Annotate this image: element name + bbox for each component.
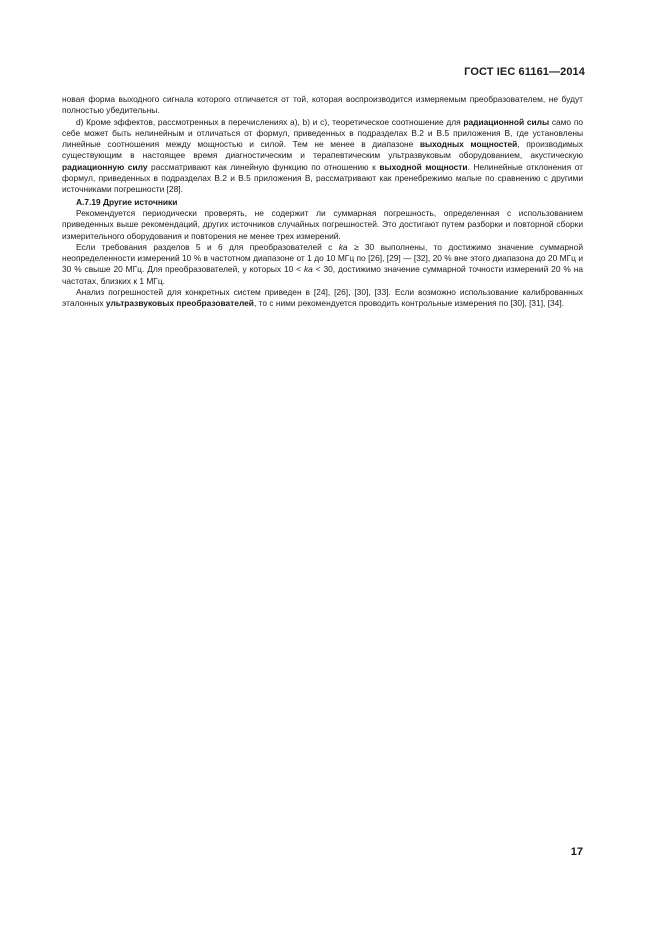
paragraph (62, 117, 583, 196)
bold-term: ультразвуковых преобразователей (105, 298, 254, 309)
paragraph (62, 94, 583, 117)
paragraph (62, 287, 583, 310)
paragraph (62, 208, 583, 242)
text-run: ≥ 30 выполнены, то достижимо значение суммарной неопределенности измерений 10 % в частотном диапазоне от 1 до 10 МГц по [26], [29] — [32], 20 % вне этого диапазона до 20 МГц и 30 % свыше 20 МГц. Для преобразователей, у которых 10 < (62, 241, 583, 275)
document-body (62, 94, 583, 310)
italic-term: ka (338, 241, 348, 252)
text-run: A.7.19 Другие источники (76, 196, 178, 207)
bold-term: выходных мощностей (419, 139, 518, 150)
section-heading (62, 197, 583, 208)
text-run: само по себе может быть нелинейным и отличаться от формул, приведенных в подразделах B.2 и B.5 приложения B, где установлены линейные соотношения между мощностью и силой. Тем не менее в диапазоне (62, 116, 584, 150)
page-header-document-id: ГОСТ IEC 61161—2014 (464, 66, 585, 78)
text-run: Анализ погрешностей для конкретных систем приведен в [24], [26], [30], [33]. Если возможно использование калиброванных эталонных (62, 287, 583, 309)
text-run: < 30, достижимо значение суммарной точности измерений 20 % на частотах, близких к 1 МГц. (62, 264, 583, 286)
text-run: Если требования разделов 5 и 6 для преобразователей с (76, 241, 339, 252)
page-number: 17 (570, 846, 583, 858)
paragraph (62, 242, 583, 287)
text-run: , производимых существующим в настоящее время диагностическим и терапевтическим ультразвуковым оборудованием, акустическую (62, 139, 583, 161)
bold-term: выходной мощности (379, 161, 468, 172)
bold-term: радиационную силу (62, 161, 148, 172)
text-run: , то с ними рекомендуется проводить контрольные измерения по [30], [31], [34]. (253, 298, 564, 309)
text-run: новая форма выходного сигнала которого отличается от той, которая воспроизводится измеряемым преобразователем, не будут полностью убедительны. (62, 94, 583, 116)
bold-term: радиационной силы (463, 116, 550, 127)
text-run: d) Кроме эффектов, рассмотренных в перечислениях a), b) и c), теоретическое соотношение для (76, 116, 464, 127)
text-run: . Нелинейные отклонения от формул, приведенных в подразделах B.2 и B.5 приложения B, рассматривают как пренебрежимо малые по сравнению с другими источниками погрешности [28]. (62, 161, 583, 195)
text-run: рассматривают как линейную функцию по отношению к (147, 161, 380, 172)
italic-term: ka (303, 264, 313, 275)
text-run: Рекомендуется периодически проверять, не содержит ли суммарная погрешность, определенная с использованием приведенных выше рекомендаций, других источников случайных погрешностей. Это достигают путем разборки и повторной сборки измерительного оборудования и повторения не менее трех измерений. (62, 207, 583, 241)
